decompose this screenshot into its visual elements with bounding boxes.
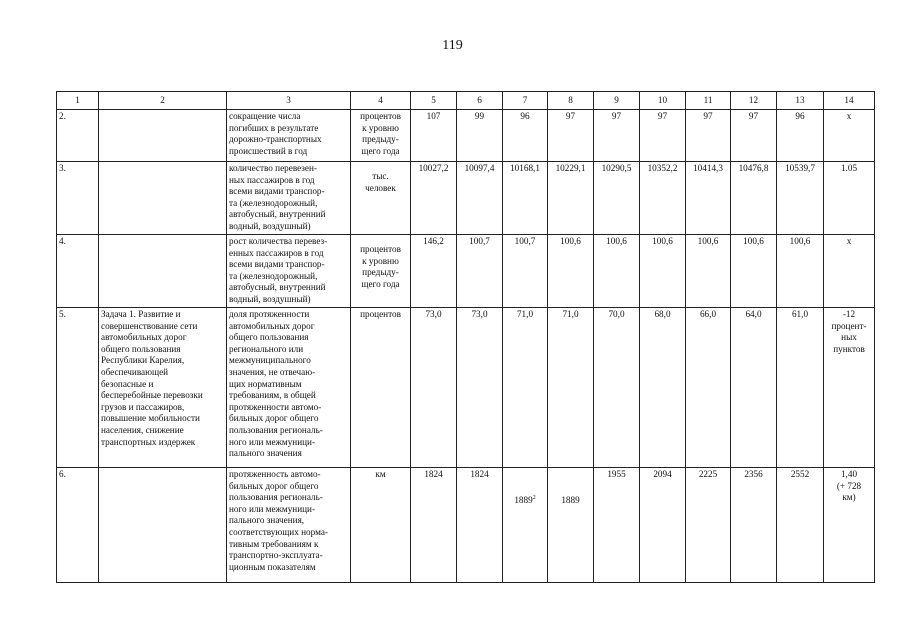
- value-cell: 10414,3: [686, 162, 731, 235]
- indicator-cell: протяженность автомо- бильных дорог общего пользования региональ- ного или межмуници- пального значения, соответствующих норма- тивным требованиям к транспортно-эксплуата- ционным показателям: [227, 468, 351, 583]
- value-cell: 97: [640, 110, 686, 162]
- task-cell: [99, 162, 227, 235]
- value-cell: 146,2: [411, 235, 457, 308]
- column-number: 14: [824, 92, 875, 110]
- result-cell: 1.05: [824, 162, 875, 235]
- column-number: 12: [731, 92, 777, 110]
- unit-cell: тыс. человек: [351, 162, 411, 235]
- row-number: 4.: [57, 235, 99, 308]
- indicators-table: [56, 91, 875, 583]
- indicator-cell: рост количества перевез- енных пассажиров в год всеми видами транспор- та (железнодорожный, автобусный, внутренний водный, воздушный): [227, 235, 351, 308]
- value-cell: 100,6: [731, 235, 777, 308]
- task-cell: [99, 235, 227, 308]
- column-number: 1: [57, 92, 99, 110]
- value-cell: 96: [777, 110, 824, 162]
- row-number: 3.: [57, 162, 99, 235]
- value-cell: 10027,2: [411, 162, 457, 235]
- value-cell: 1955: [594, 468, 640, 583]
- value-cell: 97: [548, 110, 594, 162]
- table-row: [57, 308, 875, 468]
- column-number: 5: [411, 92, 457, 110]
- value-cell: 10097,4: [457, 162, 503, 235]
- value-cell: 100,6: [548, 235, 594, 308]
- row-number: 6.: [57, 468, 99, 583]
- value-cell: 97: [594, 110, 640, 162]
- column-number: 7: [503, 92, 548, 110]
- value-cell: 71,0: [503, 308, 548, 468]
- value-cell: 100,6: [686, 235, 731, 308]
- value-cell: 1824: [457, 468, 503, 583]
- value-cell: 2225: [686, 468, 731, 583]
- column-number: 11: [686, 92, 731, 110]
- column-number: 8: [548, 92, 594, 110]
- result-cell: 1,40 (+ 728 км): [824, 468, 875, 583]
- column-number: 13: [777, 92, 824, 110]
- value-cell: 100,6: [594, 235, 640, 308]
- value-text: 1889: [514, 495, 533, 505]
- column-number: 10: [640, 92, 686, 110]
- result-cell: x: [824, 110, 875, 162]
- task-cell: [99, 110, 227, 162]
- indicator-cell: количество перевезен- ных пассажиров в год всеми видами транспор- та (железнодорожный, автобусный, внутренний водный, воздушный): [227, 162, 351, 235]
- value-cell: 99: [457, 110, 503, 162]
- task-cell: Задача 1. Развитие и совершенствование сети автомобильных дорог общего пользования Республики Карелия, обеспечивающей безопасные и бесперебойные перевозки грузов и пассажиров, повышение мобильности населения, снижение транспортных издержек: [99, 308, 227, 468]
- task-cell: [99, 468, 227, 583]
- table-row: [57, 468, 875, 583]
- value-cell: 2094: [640, 468, 686, 583]
- table-header-row: [57, 92, 875, 110]
- unit-cell: км: [351, 468, 411, 583]
- unit-cell: процентов к уровню предыду- щего года: [351, 235, 411, 308]
- row-number: 5.: [57, 308, 99, 468]
- table-row: [57, 110, 875, 162]
- value-cell: 96: [503, 110, 548, 162]
- column-number: 4: [351, 92, 411, 110]
- value-cell: 1824: [411, 468, 457, 583]
- value-cell: [503, 468, 548, 583]
- indicator-cell: доля протяженности автомобильных дорог общего пользования регионального или межмуниципального значения, не отвечаю- щих нормативным требованиям, в общей протяженности автомо- бильных дорог общего пользования региональ- ного или межмуници- пального значения: [227, 308, 351, 468]
- indicator-cell: сокращение числа погибших в результате дорожно-транспортных происшествий в год: [227, 110, 351, 162]
- value-cell: 100,7: [457, 235, 503, 308]
- table-row: [57, 235, 875, 308]
- value-cell: 73,0: [411, 308, 457, 468]
- value-cell: 97: [731, 110, 777, 162]
- value-cell: 71,0: [548, 308, 594, 468]
- value-cell: 107: [411, 110, 457, 162]
- column-number: 6: [457, 92, 503, 110]
- row-number: 2.: [57, 110, 99, 162]
- value-cell: 70,0: [594, 308, 640, 468]
- value-cell: 100,6: [777, 235, 824, 308]
- column-number: 3: [227, 92, 351, 110]
- column-number: 9: [594, 92, 640, 110]
- value-cell: 1889: [548, 468, 594, 583]
- footnote-mark: 2: [532, 494, 536, 501]
- value-cell: 64,0: [731, 308, 777, 468]
- page-number: 119: [442, 38, 463, 53]
- value-cell: 97: [686, 110, 731, 162]
- value-cell: 100,7: [503, 235, 548, 308]
- value-cell: 2552: [777, 468, 824, 583]
- value-cell: 68,0: [640, 308, 686, 468]
- value-cell: 10168,1: [503, 162, 548, 235]
- result-cell: -12 процент- ных пунктов: [824, 308, 875, 468]
- value-cell: 73,0: [457, 308, 503, 468]
- table-row: [57, 162, 875, 235]
- column-number: 2: [99, 92, 227, 110]
- value-cell: 10352,2: [640, 162, 686, 235]
- value-cell: 10476,8: [731, 162, 777, 235]
- result-cell: x: [824, 235, 875, 308]
- unit-cell: процентов к уровню предыду- щего года: [351, 110, 411, 162]
- value-cell: 10229,1: [548, 162, 594, 235]
- value-cell: 100,6: [640, 235, 686, 308]
- value-cell: 2356: [731, 468, 777, 583]
- unit-cell: процентов: [351, 308, 411, 468]
- value-cell: 10290,5: [594, 162, 640, 235]
- value-cell: 10539,7: [777, 162, 824, 235]
- value-cell: 66,0: [686, 308, 731, 468]
- value-cell: 61,0: [777, 308, 824, 468]
